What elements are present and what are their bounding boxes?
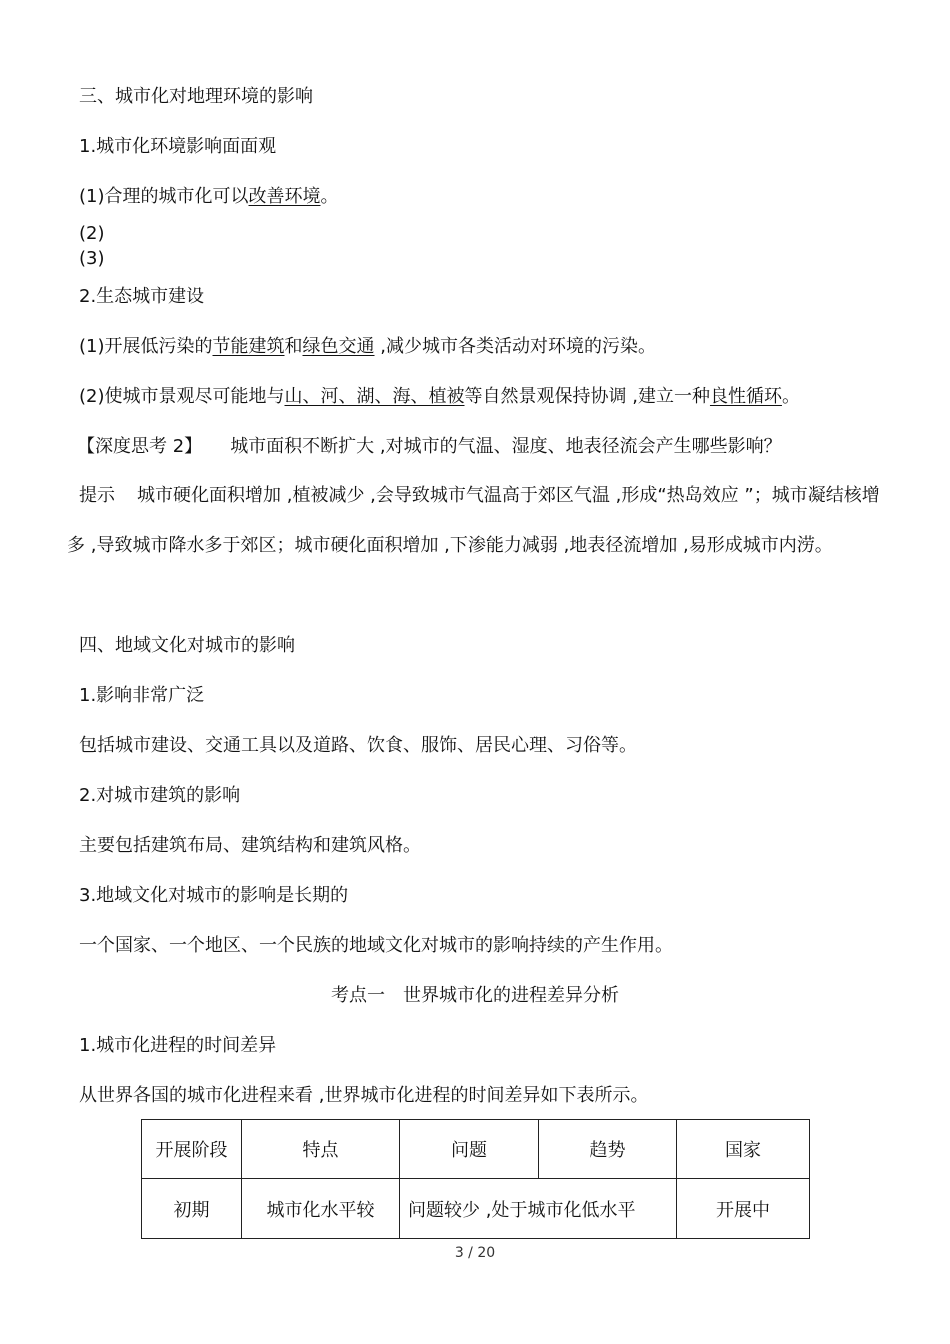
section-3-subtitle-2: 2.生态城市建设 xyxy=(79,286,205,307)
kaodian-text-1: 从世界各国的城市化进程来看 ,世界城市化进程的时间差异如下表所示。 xyxy=(79,1085,649,1106)
item-1-3: (3) xyxy=(79,248,105,269)
table-cell: 城市化水平较 xyxy=(242,1179,400,1239)
section-3-heading: 三、城市化对地理环境的影响 xyxy=(79,86,313,107)
table-row xyxy=(142,1179,810,1239)
answer-blank: 良性循环 xyxy=(709,386,782,407)
table-header-cell: 国家 xyxy=(677,1120,810,1179)
table-cell: 问题较少 ,处于城市化低水平 xyxy=(400,1179,677,1239)
answer-blank: 节能建筑 xyxy=(212,336,285,357)
answer-blank: 山、河、湖、海、植被 xyxy=(284,386,465,407)
table-header-cell: 特点 xyxy=(242,1120,400,1179)
section-4-subtitle-1: 1.影响非常广泛 xyxy=(79,685,205,706)
section-4-text-3: 一个国家、一个地区、一个民族的地域文化对城市的影响持续的产生作用。 xyxy=(79,935,673,956)
table-header-cell: 开展阶段 xyxy=(142,1120,242,1179)
answer-blank: 绿色交通 xyxy=(302,336,375,357)
deep-thinking-question: 【深度思考 2】 城市面积不断扩大 ,对城市的气温、湿度、地表径流会产生哪些影响？ xyxy=(77,436,782,457)
section-4-text-1: 包括城市建设、交通工具以及道路、饮食、服饰、居民心理、习俗等。 xyxy=(79,735,637,756)
kaodian-subtitle-1: 1.城市化进程的时间差异 xyxy=(79,1035,277,1056)
table-cell: 开展中 xyxy=(677,1179,810,1239)
item-2-2: (2)使城市景观尽可能地与山、河、湖、海、植被等自然景观保持协调 ,建立一种良性循环。 xyxy=(79,386,800,407)
item-2-1: (1)开展低污染的节能建筑和绿色交通 ,减少城市各类活动对环境的污染。 xyxy=(79,336,656,357)
item-1-1: (1)合理的城市化可以改善环境。 xyxy=(79,186,339,207)
page-number: 3 / 20 xyxy=(454,1245,496,1261)
table-header-cell: 问题 xyxy=(400,1120,539,1179)
kaodian-title: 考点一 世界城市化的进程差异分析 xyxy=(331,985,619,1006)
section-4-subtitle-2: 2.对城市建筑的影响 xyxy=(79,785,241,806)
urbanization-table xyxy=(141,1119,810,1239)
section-4-subtitle-3: 3.地域文化对城市的影响是长期的 xyxy=(79,885,349,906)
hint-paragraph: 提示 城市硬化面积增加 ,植被减少 ,会导致城市气温高于郊区气温 ,形成“热岛效应 ”；城市凝结核增多 ,导致城市降水多于郊区；城市硬化面积增加 ,下渗能力减弱 ,地表径流增加 ,易形成城市内涝。 xyxy=(67,485,880,556)
item-1-2: (2) xyxy=(79,223,105,244)
section-4-text-2: 主要包括建筑布局、建筑结构和建筑风格。 xyxy=(79,835,421,856)
answer-blank: 改善环境 xyxy=(248,186,321,207)
section-3-subtitle-1: 1.城市化环境影响面面观 xyxy=(79,136,277,157)
section-4-heading: 四、地域文化对城市的影响 xyxy=(79,635,295,656)
table-cell: 初期 xyxy=(142,1179,242,1239)
table-header-row xyxy=(142,1120,810,1179)
table-header-cell: 趋势 xyxy=(539,1120,677,1179)
